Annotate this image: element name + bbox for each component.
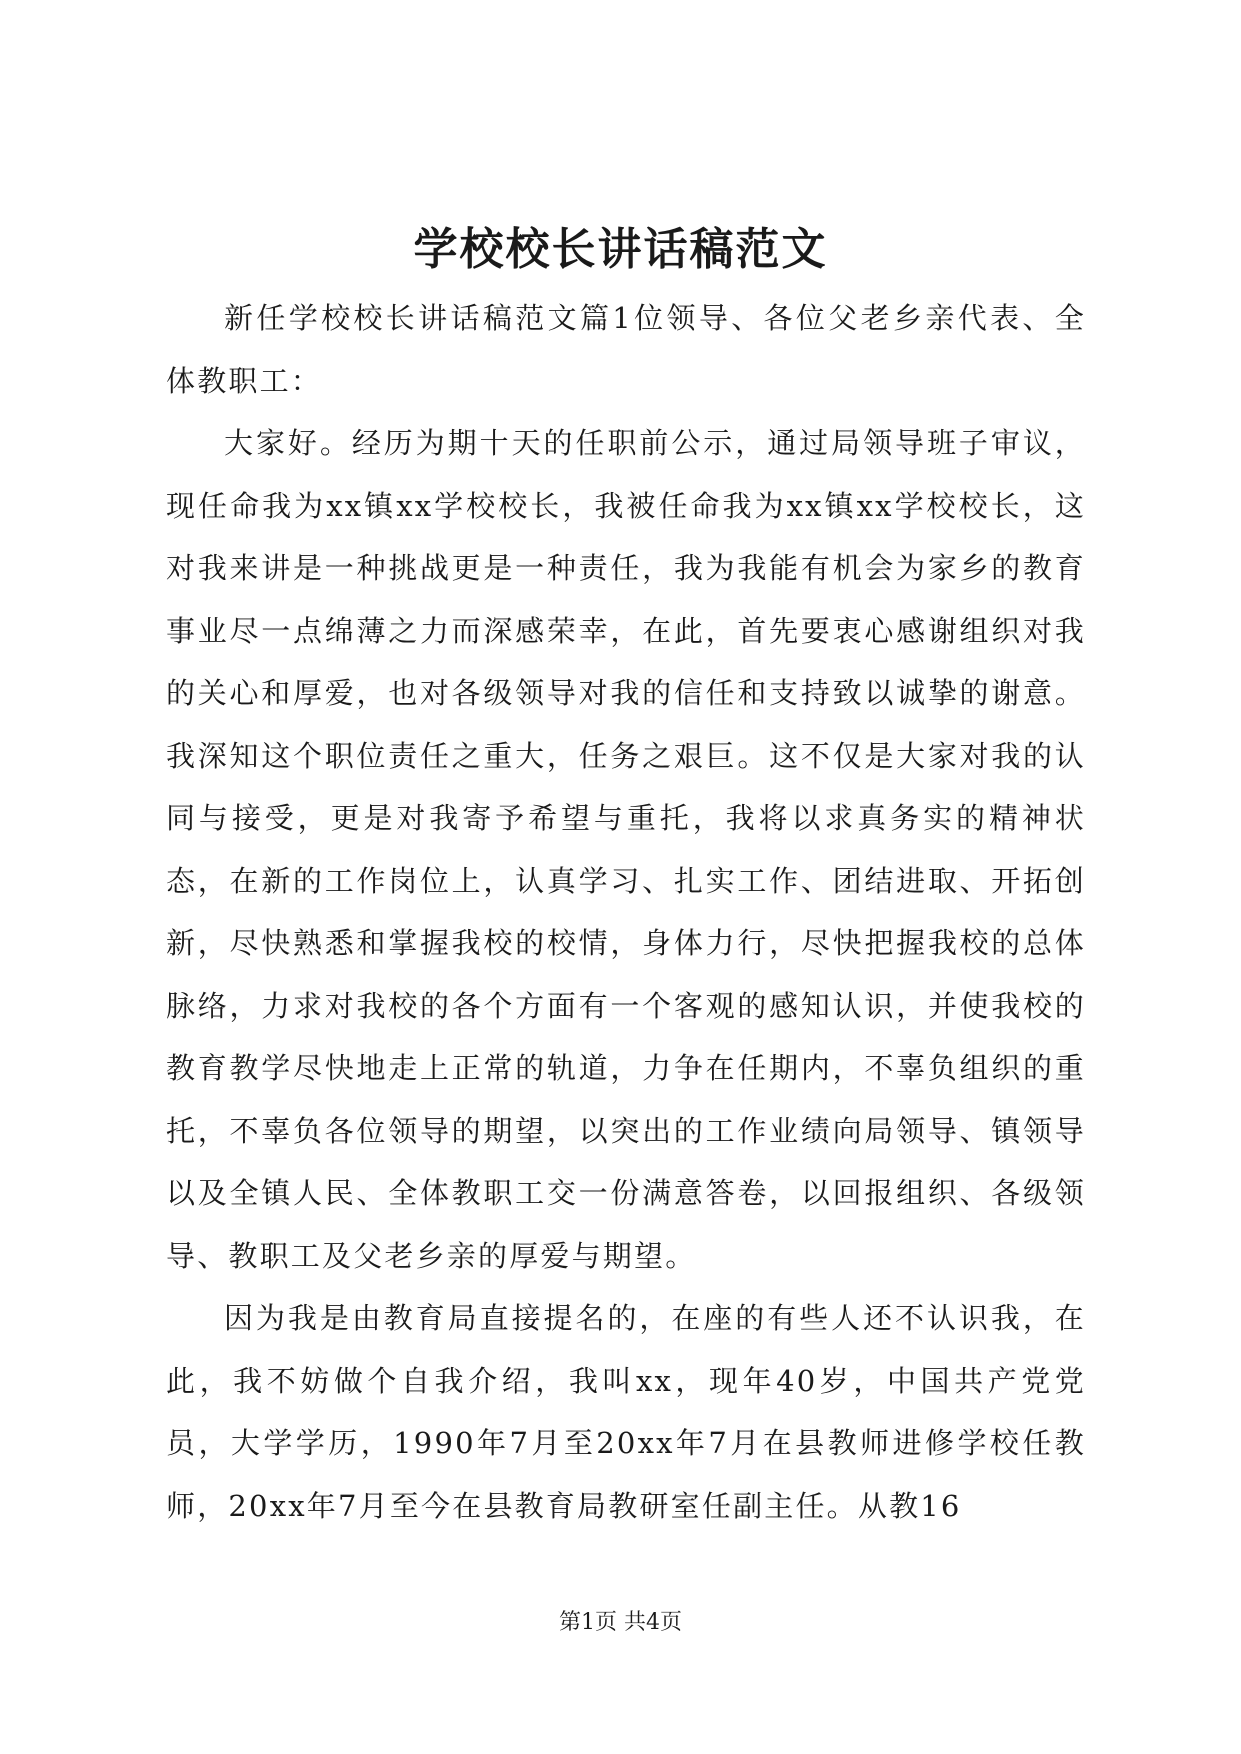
page-title: 学校校长讲话稿范文 (413, 224, 828, 275)
paragraph-1: 新任学校校长讲话稿范文篇1位领导、各位父老乡亲代表、全体教职工： (166, 301, 1086, 398)
document-body (166, 287, 1086, 1537)
paragraph-3: 因为我是由教育局直接提名的，在座的有些人还不认识我，在此，我不妨做个自我介绍，我叫xx，现年40岁，中国共产党党员，大学学历，1990年7月至20xx年7月在县教师进修学校任教师，20xx年7月至今在县教育局教研室任副主任。从教16 (166, 1301, 1086, 1523)
paragraph-2: 大家好。经历为期十天的任职前公示，通过局领导班子审议，现任命我为xx镇xx学校校长，我被任命我为xx镇xx学校校长，这对我来讲是一种挑战更是一种责任，我为我能有机会为家乡的教育事业尽一点绵薄之力而深感荣幸，在此，首先要衷心感谢组织对我的关心和厚爱，也对各级领导对我的信任和支持致以诚挚的谢意。我深知这个职位责任之重大，任务之艰巨。这不仅是大家对我的认同与接受，更是对我寄予希望与重托，我将以求真务实的精神状态，在新的工作岗位上，认真学习、扎实工作、团结进取、开拓创新，尽快熟悉和掌握我校的校情，身体力行，尽快把握我校的总体脉络，力求对我校的各个方面有一个客观的感知认识，并使我校的教育教学尽快地走上正常的轨道，力争在任期内，不辜负组织的重托，不辜负各位领导的期望，以突出的工作业绩向局领导、镇领导以及全镇人民、全体教职工交一份满意答卷，以回报组织、各级领导、教职工及父老乡亲的厚爱与期望。 (166, 426, 1086, 1273)
page-footer: 第1页 共4页 (559, 1610, 682, 1635)
